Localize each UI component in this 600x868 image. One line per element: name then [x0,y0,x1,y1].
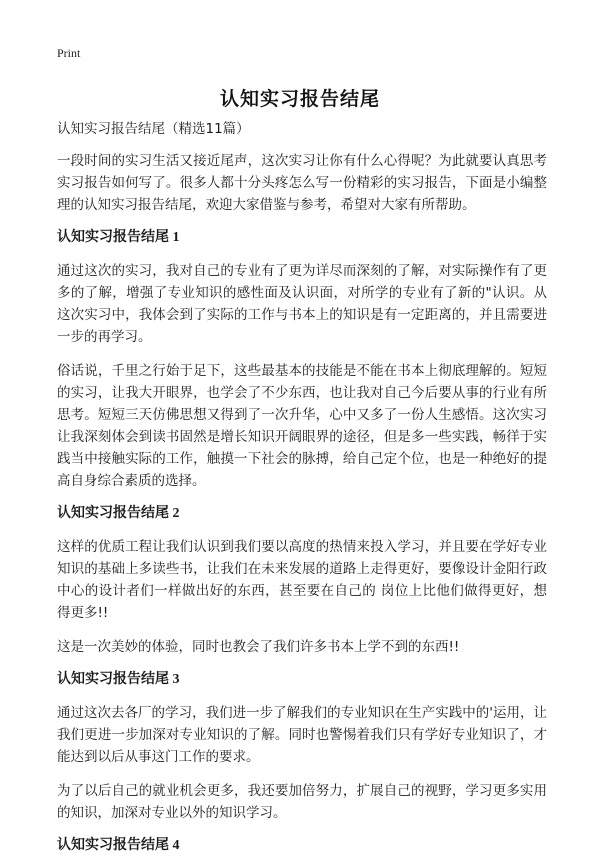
section-1-paragraph-2: 俗话说，千里之行始于足下，这些最基本的技能是不能在书本上彻底理解的。短短的实习，让我大开眼界，也学会了不少东西，也让我对自己今后要从事的行业有所思考。短短三天仿佛思想又得到了一次升华，心中又多了一份人生感悟。这次实习让我深刻体会到读书固然是增长知识开阔眼界的途径，但是多一些实践，畅徉于实践当中接触实际的工作，触摸一下社会的脉搏，给自己定个位，也是一种绝好的提高自身综合素质的选择。 [57,363,547,489]
section-1-paragraph-1: 通过这次的实习，我对自己的专业有了更为详尽而深刻的了解，对实际操作有了更多的了解，增强了专业知识的感性面及认识面，对所学的专业有了新的"认识。从这次实习中，我体会到了实际的工作与书本上的知识是有一定距离的，并且需要进一步的再学习。 [57,263,547,345]
print-label[interactable]: Print [57,46,81,60]
document-title: 认知实习报告结尾 [219,88,380,110]
section-3-paragraph-1: 通过这次去各厂的学习，我们进一步了解我们的专业知识在生产实践中的'运用，让我们更进一步加深对专业知识的了解。同时也警惕着我们只有学好专业知识了，才能达到以后从事这门工作的要求。 [57,705,547,765]
section-3-paragraph-2: 为了以后自己的就业机会更多，我还要加倍努力，扩展自己的视野，学习更多实用的知识，加深对专业以外的知识学习。 [57,783,547,821]
section-heading-1: 认知实习报告结尾 1 [57,230,180,245]
section-2-paragraph-2: 这是一次美妙的体验，同时也教会了我们许多书本上学不到的东西!! [57,639,460,655]
document-body [57,118,547,868]
section-heading-2: 认知实习报告结尾 2 [57,506,180,521]
intro-paragraph: 一段时间的实习生活又接近尾声，这次实习让你有什么心得呢？为此就要认真思考实习报告如何写了。很多人都十分头疼怎么写一份精彩的实习报告，下面是小编整理的认知实习报告结尾，欢迎大家借鉴与参考，希望对大家有所帮助。 [57,153,547,213]
document-subtitle: 认知实习报告结尾（精选11篇） [57,121,250,137]
section-heading-3: 认知实习报告结尾 3 [57,672,180,687]
section-heading-4: 认知实习报告结尾 4 [57,838,180,853]
section-2-paragraph-1: 这样的优质工程让我们认识到我们要以高度的热情来投入学习，并且要在学好专业知识的基础上多读些书，让我们在未来发展的道路上走得更好，要像设计金阳行政中心的设计者们一样做出好的东西，甚至要在自己的 岗位上比他们做得更好，想得更多!! [57,539,547,621]
